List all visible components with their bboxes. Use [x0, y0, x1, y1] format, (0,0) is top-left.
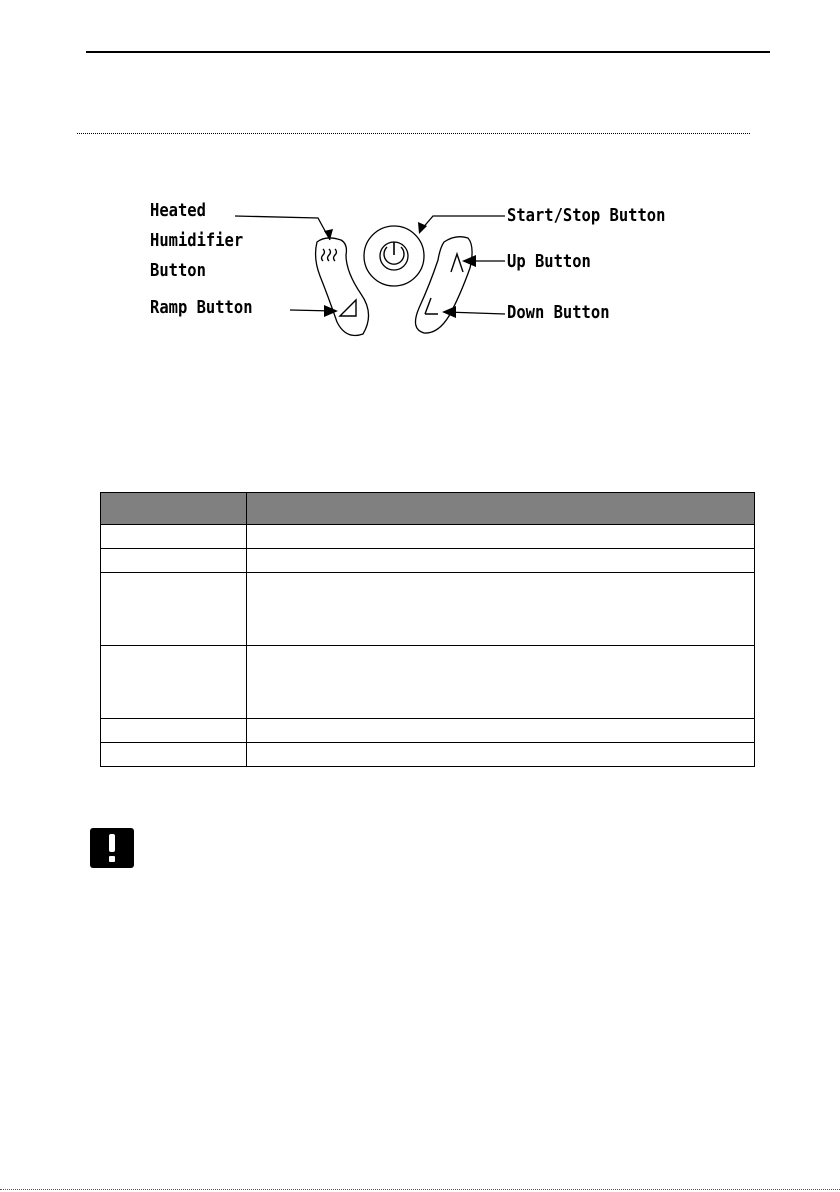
- button-function-table: [100, 492, 755, 767]
- table-cell: [101, 646, 247, 719]
- table-header-cell: [101, 493, 247, 525]
- up-arrow-icon: [451, 254, 463, 272]
- heated-humidifier-pad: [316, 238, 369, 336]
- up-arrowhead: [462, 255, 476, 267]
- table-cell: [247, 549, 755, 573]
- table-row: [101, 525, 755, 549]
- start-stop-callout: Start/Stop Button: [507, 205, 666, 226]
- footer-rule: [0, 1189, 840, 1190]
- heated-humidifier-callout: Heated Humidifier Button: [150, 200, 244, 281]
- table-cell: [101, 573, 247, 646]
- caution-exclamation-icon: [86, 828, 138, 868]
- table-row: [101, 743, 755, 767]
- table-cell: [101, 525, 247, 549]
- table-header-row: [101, 493, 755, 525]
- section-divider: [77, 133, 750, 134]
- control-panel-diagram: [140, 190, 700, 350]
- table-cell: [247, 719, 755, 743]
- table-header-cell: [247, 493, 755, 525]
- down-callout: Down Button: [507, 302, 610, 323]
- table-cell: [247, 525, 755, 549]
- table-cell: [247, 573, 755, 646]
- table-cell: [101, 549, 247, 573]
- table-row: [101, 646, 755, 719]
- table-cell: [247, 743, 755, 767]
- table-cell: [247, 646, 755, 719]
- down-arrow-icon: [425, 298, 438, 314]
- ramp-callout: Ramp Button: [150, 297, 253, 318]
- table-row: [101, 719, 755, 743]
- up-callout: Up Button: [507, 251, 591, 272]
- table-cell: [101, 719, 247, 743]
- start-stop-leader: [421, 216, 505, 230]
- table-cell: [101, 743, 247, 767]
- table-row: [101, 549, 755, 573]
- header-rule: [86, 51, 770, 53]
- table-row: [101, 573, 755, 646]
- start-stop-outer-ring: [364, 226, 424, 286]
- heat-waves-icon: [322, 249, 337, 261]
- ramp-icon: [340, 300, 356, 316]
